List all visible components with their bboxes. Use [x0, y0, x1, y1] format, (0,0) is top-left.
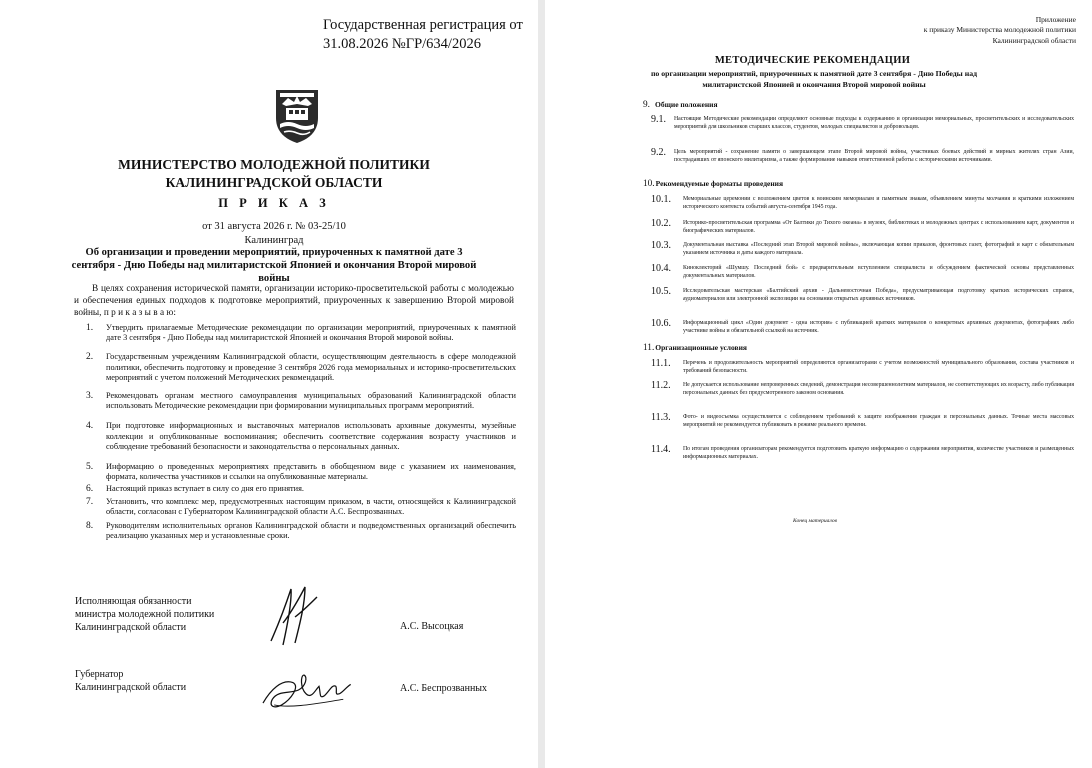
order-item: 4. При подготовке информационных и выставочных материалов использовать архивные документы, музейные коллекции и опубликованные воспоминания; обеспечить соответствие содержания возрасту участников и соблюдение требований безопасности и законодательства о персональных данных. — [86, 421, 516, 451]
section-item: 10.6. Информационный цикл «Один документ - одна история» с публикацией кратких материалов о конкретных архивных документах, фотографиях либо участнике войны и обязательной ссылкой на источник. — [651, 318, 1074, 334]
section-heading: 10. Рекомендуемые форматы проведения — [643, 179, 784, 189]
section-item: 11.2. Не допускается использование непроверенных сведений, демонстрация несовершеннолетним материалов, не соответствующих их возрасту, либо публикация персональных данных без предусмотренного законом основания. — [651, 380, 1074, 396]
section-item: 10.2. Историко-просветительская программа «От Балтики до Тихого океана» в музеях, библиотеках и молодежных центрах с использованием карт, документов и биографических материалов. — [651, 218, 1074, 234]
section-item: 11.4. По итогам проведения организаторам рекомендуется подготовить краткую информацию о содержании мероприятия, количестве участников и размещенных информационных материалах. — [651, 444, 1074, 460]
order-item: 8. Руководителям исполнительных органов Калининградской области и подведомственных организаций обеспечить реализацию указанных мер и установленные сроки. — [86, 521, 516, 541]
order-preamble: В целях сохранения исторической памяти, организации историко-просветительской работы с молодежью и обеспечения единых подходов к подготовке мероприятий, приуроченных к завершению Второй мировой войны, п р и к а з ы в а ю: — [74, 284, 514, 318]
section-heading: 9. Общие положения — [643, 100, 718, 110]
order-item: 2. Государственным учреждениям Калининградской области, осуществляющим деятельность в сфере молодежной политики, обеспечить подготовку и проведение 3 сентября 2026 года мемориальных и историко-просветительских мероприятий с учетом положений Методических рекомендаций. — [86, 352, 516, 382]
signature-2-icon — [250, 662, 360, 718]
section-item: 10.5. Исследовательская мастерская «Балтийский архив - Дальневосточная Победа», предусматривающая подготовку кратких исторических справок, аудиоматериалов или электронной экспозиции на основании открытых архивных источников. — [651, 286, 1074, 302]
order-item: 7. Установить, что комплекс мер, предусмотренных настоящим приказом, в части, относящейся к Калининградской области, согласован с Губернатором Калининградской области А.С. Беспрозванных. — [86, 496, 516, 516]
section-item: 11.3. Фото- и видеосъемка осуществляется с соблюдением требований к защите изображения граждан и персональных данных. Точные места массовых мероприятий не рекомендуется публиковать в режиме реального времени. — [651, 412, 1074, 428]
section-item: 10.1. Мемориальные церемонии с возложением цветов к воинским мемориалам и памятным знакам, объявлением минуты молчания и краткими изложением исторического контекста событий августа-сентября 1945 года. — [651, 194, 1074, 210]
order-item: 1. Утвердить прилагаемые Методические рекомендации по организации мероприятий, приуроченных к памятной дате 3 сентября - Дню Победы над милитаристской Японией и окончания Второй мировой войны. — [86, 323, 516, 343]
order-item: 3. Рекомендовать органам местного самоуправления муниципальных образований Калининградской области использовать Методические рекомендации при формировании муниципальных программ мероприятий. — [86, 391, 516, 411]
registration-stamp: Государственная регистрация от 31.08.2026 №ГР/634/2026 — [323, 17, 523, 52]
section-item: 10.3. Документальная выставка «Последний этап Второй мировой войны», включающая копии приказов, фронтовых газет, фотографий и карт с обязательным указанием источника и даты каждого материала. — [651, 240, 1074, 256]
signature-1-icon — [265, 583, 325, 653]
annex-subtitle: по организации мероприятий, приуроченных к памятной дате 3 сентября - Дню Победы над милитаристской Японией и окончания Второй мировой войны — [650, 69, 978, 89]
order-title: Об организации и проведении мероприятий, приуроченных к памятной дате 3 сентября - Дню Победы над милитаристской Японией и окончания Второй мировой войны — [71, 247, 477, 284]
section-item: 9.1. Настоящие Методические рекомендации определяют основные подходы к содержанию и организации мемориальных, просветительских и исследовательских мероприятий для школьников старших классов, студентов, молодых специалистов и добровольцев. — [651, 114, 1074, 130]
order-city: Калининград — [244, 235, 304, 246]
section-heading: 11. Организационные условия — [643, 343, 747, 353]
annex-title: МЕТОДИЧЕСКИЕ РЕКОМЕНДАЦИИ — [714, 55, 911, 66]
document-type: П Р И К А З — [218, 196, 330, 210]
order-date-number: от 31 августа 2026 г. № 03-25/10 — [202, 221, 346, 232]
annex-header: Приложение к приказу Министерства молодежной политики Калининградской области — [923, 15, 1076, 45]
signatory-2-position: Губернатор Калининградской области — [75, 669, 187, 693]
ministry-name: МИНИСТЕРСТВО МОЛОДЕЖНОЙ ПОЛИТИКИ КАЛИНИНГРАДСКОЙ ОБЛАСТИ — [118, 157, 430, 190]
end-of-materials: Конец материалов — [793, 518, 838, 524]
section-item: 11.1. Перечень и продолжительность мероприятий определяются организаторами с учетом возможностей муниципального образования, состава участников и требований безопасности. — [651, 358, 1074, 374]
signatory-1-position: Исполняющая обязанности министра молодежной политики Калининградской области — [75, 596, 215, 633]
coat-of-arms-icon — [268, 84, 326, 144]
order-item: 5. Информацию о проведенных мероприятиях представить в обобщенном виде с указанием их наименования, формата, количества участников и ссылки на опубликованные материалы. — [86, 462, 516, 482]
annex-page — [545, 0, 1092, 768]
order-items — [86, 323, 516, 541]
section-item: 9.2. Цель мероприятий - сохранение памяти о завершающем этапе Второй мировой войны, участниках боевых действий и мирных жителях стран Азии, пострадавших от японского милитаризма, а также формирование навыков ответственной работы с историческими источниками. — [651, 147, 1074, 163]
signatory-2-name: А.С. Беспрозванных — [400, 683, 488, 694]
signatory-1-name: А.С. Высоцкая — [400, 621, 464, 632]
order-item: 6. Настоящий приказ вступает в силу со дня его принятия. — [86, 484, 304, 495]
section-item: 10.4. Киноклекторий «Шумшу. Последний бой» с предварительным вступлением специалиста и обсуждением фактической основы представленных документальных материалов. — [651, 263, 1074, 279]
order-page — [0, 0, 538, 768]
